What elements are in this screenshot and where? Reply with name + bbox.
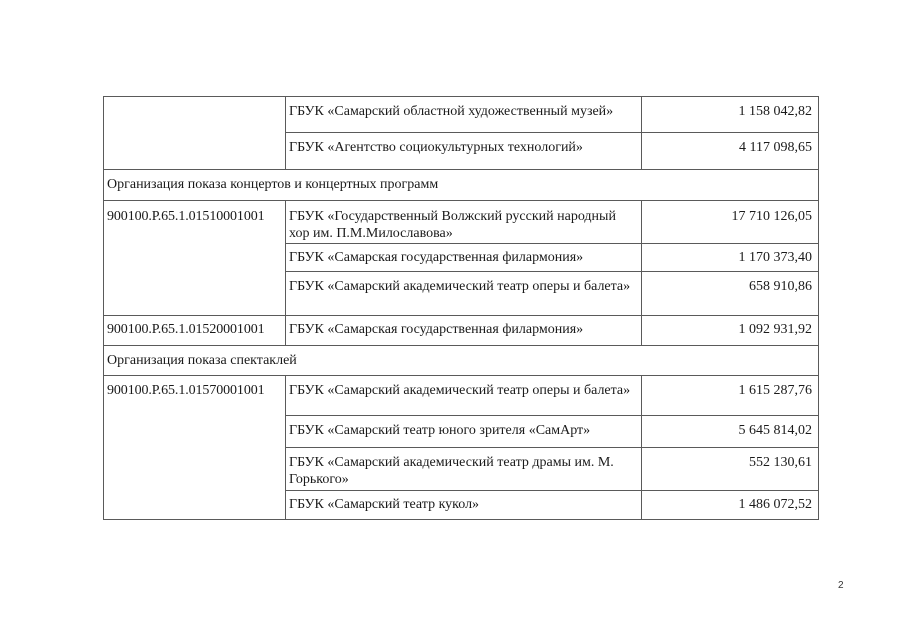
service-code-cell xyxy=(104,201,286,316)
section-title: Организация показа концертов и концертных программ xyxy=(104,170,819,201)
section-row xyxy=(104,170,819,201)
institution-name: ГБУК «Государственный Волжский русский народный хор им. П.М.Милославова» xyxy=(286,201,642,244)
section-title: Организация показа спектаклей xyxy=(104,346,819,376)
service-code-cell xyxy=(104,97,286,170)
institution-name: ГБУК «Самарский областной художественный музей» xyxy=(286,97,642,133)
page-number: 2 xyxy=(838,580,844,591)
table-row xyxy=(104,97,819,133)
amount-cell: 552 130,61 xyxy=(642,448,819,491)
service-code: 900100.Р.65.1.01510001001 xyxy=(107,209,265,224)
amount-cell: 1 615 287,76 xyxy=(642,376,819,416)
institution-name: ГБУК «Самарский театр кукол» xyxy=(286,491,642,520)
service-code: 900100.Р.65.1.01570001001 xyxy=(107,383,265,398)
table-row xyxy=(104,316,819,346)
institution-name: ГБУК «Самарский академический театр оперы и балета» xyxy=(286,376,642,416)
amount-cell: 1 170 373,40 xyxy=(642,244,819,272)
institution-name: ГБУК «Самарская государственная филармония» xyxy=(286,244,642,272)
service-code-cell xyxy=(104,376,286,520)
amount-cell: 5 645 814,02 xyxy=(642,416,819,448)
budget-table xyxy=(103,96,819,520)
amount-cell: 4 117 098,65 xyxy=(642,133,819,170)
table-row xyxy=(104,376,819,416)
service-code-cell xyxy=(104,316,286,346)
table-row xyxy=(104,201,819,244)
institution-name: ГБУК «Самарская государственная филармония» xyxy=(286,316,642,346)
amount-cell: 1 486 072,52 xyxy=(642,491,819,520)
section-row xyxy=(104,346,819,376)
amount-cell: 1 158 042,82 xyxy=(642,97,819,133)
service-code: 900100.Р.65.1.01520001001 xyxy=(107,322,265,337)
amount-cell: 17 710 126,05 xyxy=(642,201,819,244)
institution-name: ГБУК «Самарский академический театр оперы и балета» xyxy=(286,272,642,316)
institution-name: ГБУК «Самарский академический театр драмы им. М. Горького» xyxy=(286,448,642,491)
institution-name: ГБУК «Агентство социокультурных технологий» xyxy=(286,133,642,170)
institution-name: ГБУК «Самарский театр юного зрителя «СамАрт» xyxy=(286,416,642,448)
amount-cell: 1 092 931,92 xyxy=(642,316,819,346)
amount-cell: 658 910,86 xyxy=(642,272,819,316)
